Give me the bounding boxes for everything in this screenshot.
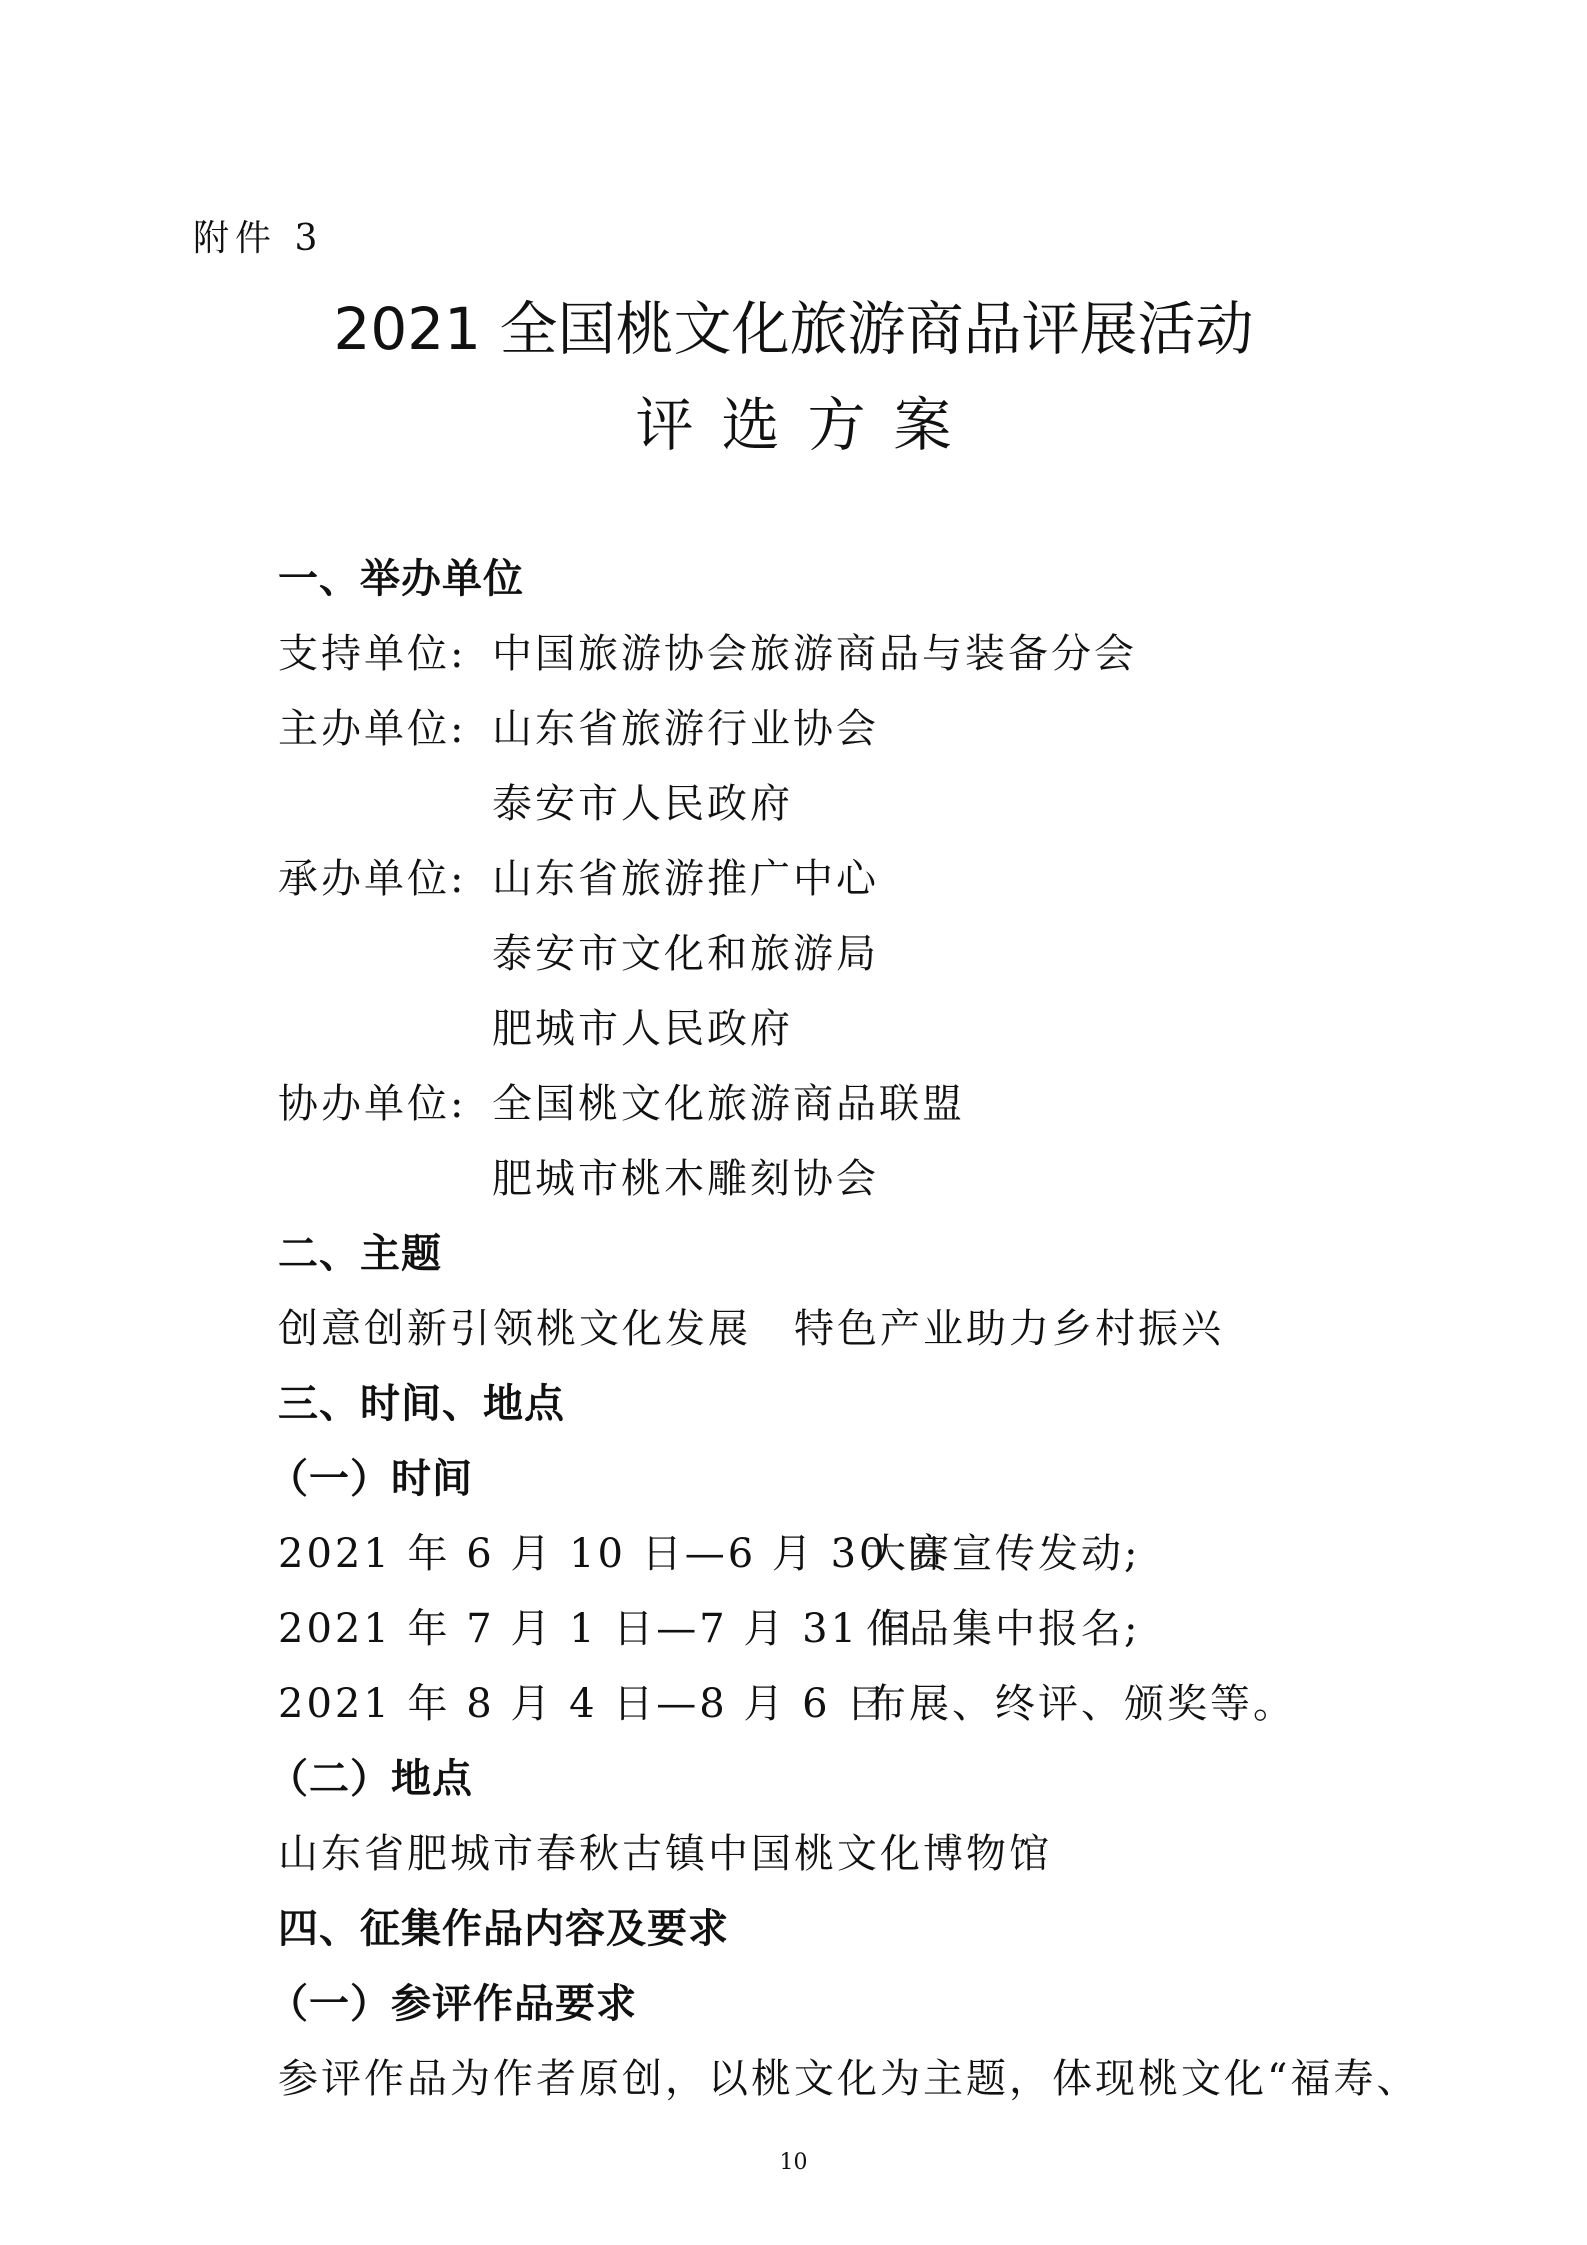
schedule-event: 作品集中报名; bbox=[866, 1606, 1141, 1652]
organizer-unit-row bbox=[278, 847, 879, 904]
requirements-text: 参评作品为作者原创，以桃文化为主题，体现桃文化“福寿、 bbox=[278, 2056, 1420, 2102]
subheading-entry-requirements: （一）参评作品要求 bbox=[268, 1981, 637, 2027]
organizer-unit-value-3: 肥城市人民政府 bbox=[492, 1006, 793, 1052]
place-text: 山东省肥城市春秋古镇中国桃文化博物馆 bbox=[278, 1831, 1052, 1877]
subheading-place: （二）地点 bbox=[268, 1756, 473, 1802]
co-organizer-label: 协办单位: bbox=[278, 1081, 467, 1127]
schedule-row bbox=[278, 1597, 1140, 1654]
section-heading-organizers: 一、举办单位 bbox=[278, 556, 524, 602]
schedule-date: 2021 年 8 月 4 日—8 月 6 日 bbox=[278, 1681, 890, 1727]
theme-text: 创意创新引领桃文化发展 特色产业助力乡村振兴 bbox=[278, 1306, 1224, 1352]
attachment-label: 附件 3 bbox=[193, 218, 324, 259]
schedule-date: 2021 年 6 月 10 日—6 月 30 日 bbox=[278, 1531, 947, 1577]
organizer-unit-label: 承办单位: bbox=[278, 856, 467, 902]
host-unit-row bbox=[278, 697, 879, 754]
support-unit-row bbox=[278, 622, 1137, 679]
section-heading-time-place: 三、时间、地点 bbox=[278, 1381, 565, 1427]
host-unit-value: 山东省旅游行业协会 bbox=[492, 706, 879, 752]
document-title: 2021 全国桃文化旅游商品评展活动 bbox=[333, 295, 1254, 363]
document-subtitle: 评选方案 bbox=[635, 391, 980, 459]
support-unit-label: 支持单位: bbox=[278, 631, 467, 677]
support-unit-value: 中国旅游协会旅游商品与装备分会 bbox=[492, 631, 1137, 677]
schedule-date: 2021 年 7 月 1 日—7 月 31 日 bbox=[278, 1606, 918, 1652]
co-organizer-row bbox=[278, 1072, 965, 1129]
subheading-time: （一）时间 bbox=[268, 1456, 473, 1502]
schedule-event: 布展、终评、颁奖等。 bbox=[866, 1681, 1296, 1727]
page-number: 10 bbox=[779, 2150, 808, 2175]
organizer-unit-value: 山东省旅游推广中心 bbox=[492, 856, 879, 902]
co-organizer-value: 全国桃文化旅游商品联盟 bbox=[492, 1081, 965, 1127]
co-organizer-value-2: 肥城市桃木雕刻协会 bbox=[492, 1156, 879, 1202]
schedule-row bbox=[278, 1672, 1296, 1729]
host-unit-value-2: 泰安市人民政府 bbox=[492, 781, 793, 827]
schedule-event: 大赛宣传发动; bbox=[866, 1531, 1141, 1577]
section-heading-requirements: 四、征集作品内容及要求 bbox=[278, 1906, 729, 1952]
schedule-row bbox=[278, 1522, 1140, 1579]
section-heading-theme: 二、主题 bbox=[278, 1231, 442, 1277]
organizer-unit-value-2: 泰安市文化和旅游局 bbox=[492, 931, 879, 977]
host-unit-label: 主办单位: bbox=[278, 706, 467, 752]
